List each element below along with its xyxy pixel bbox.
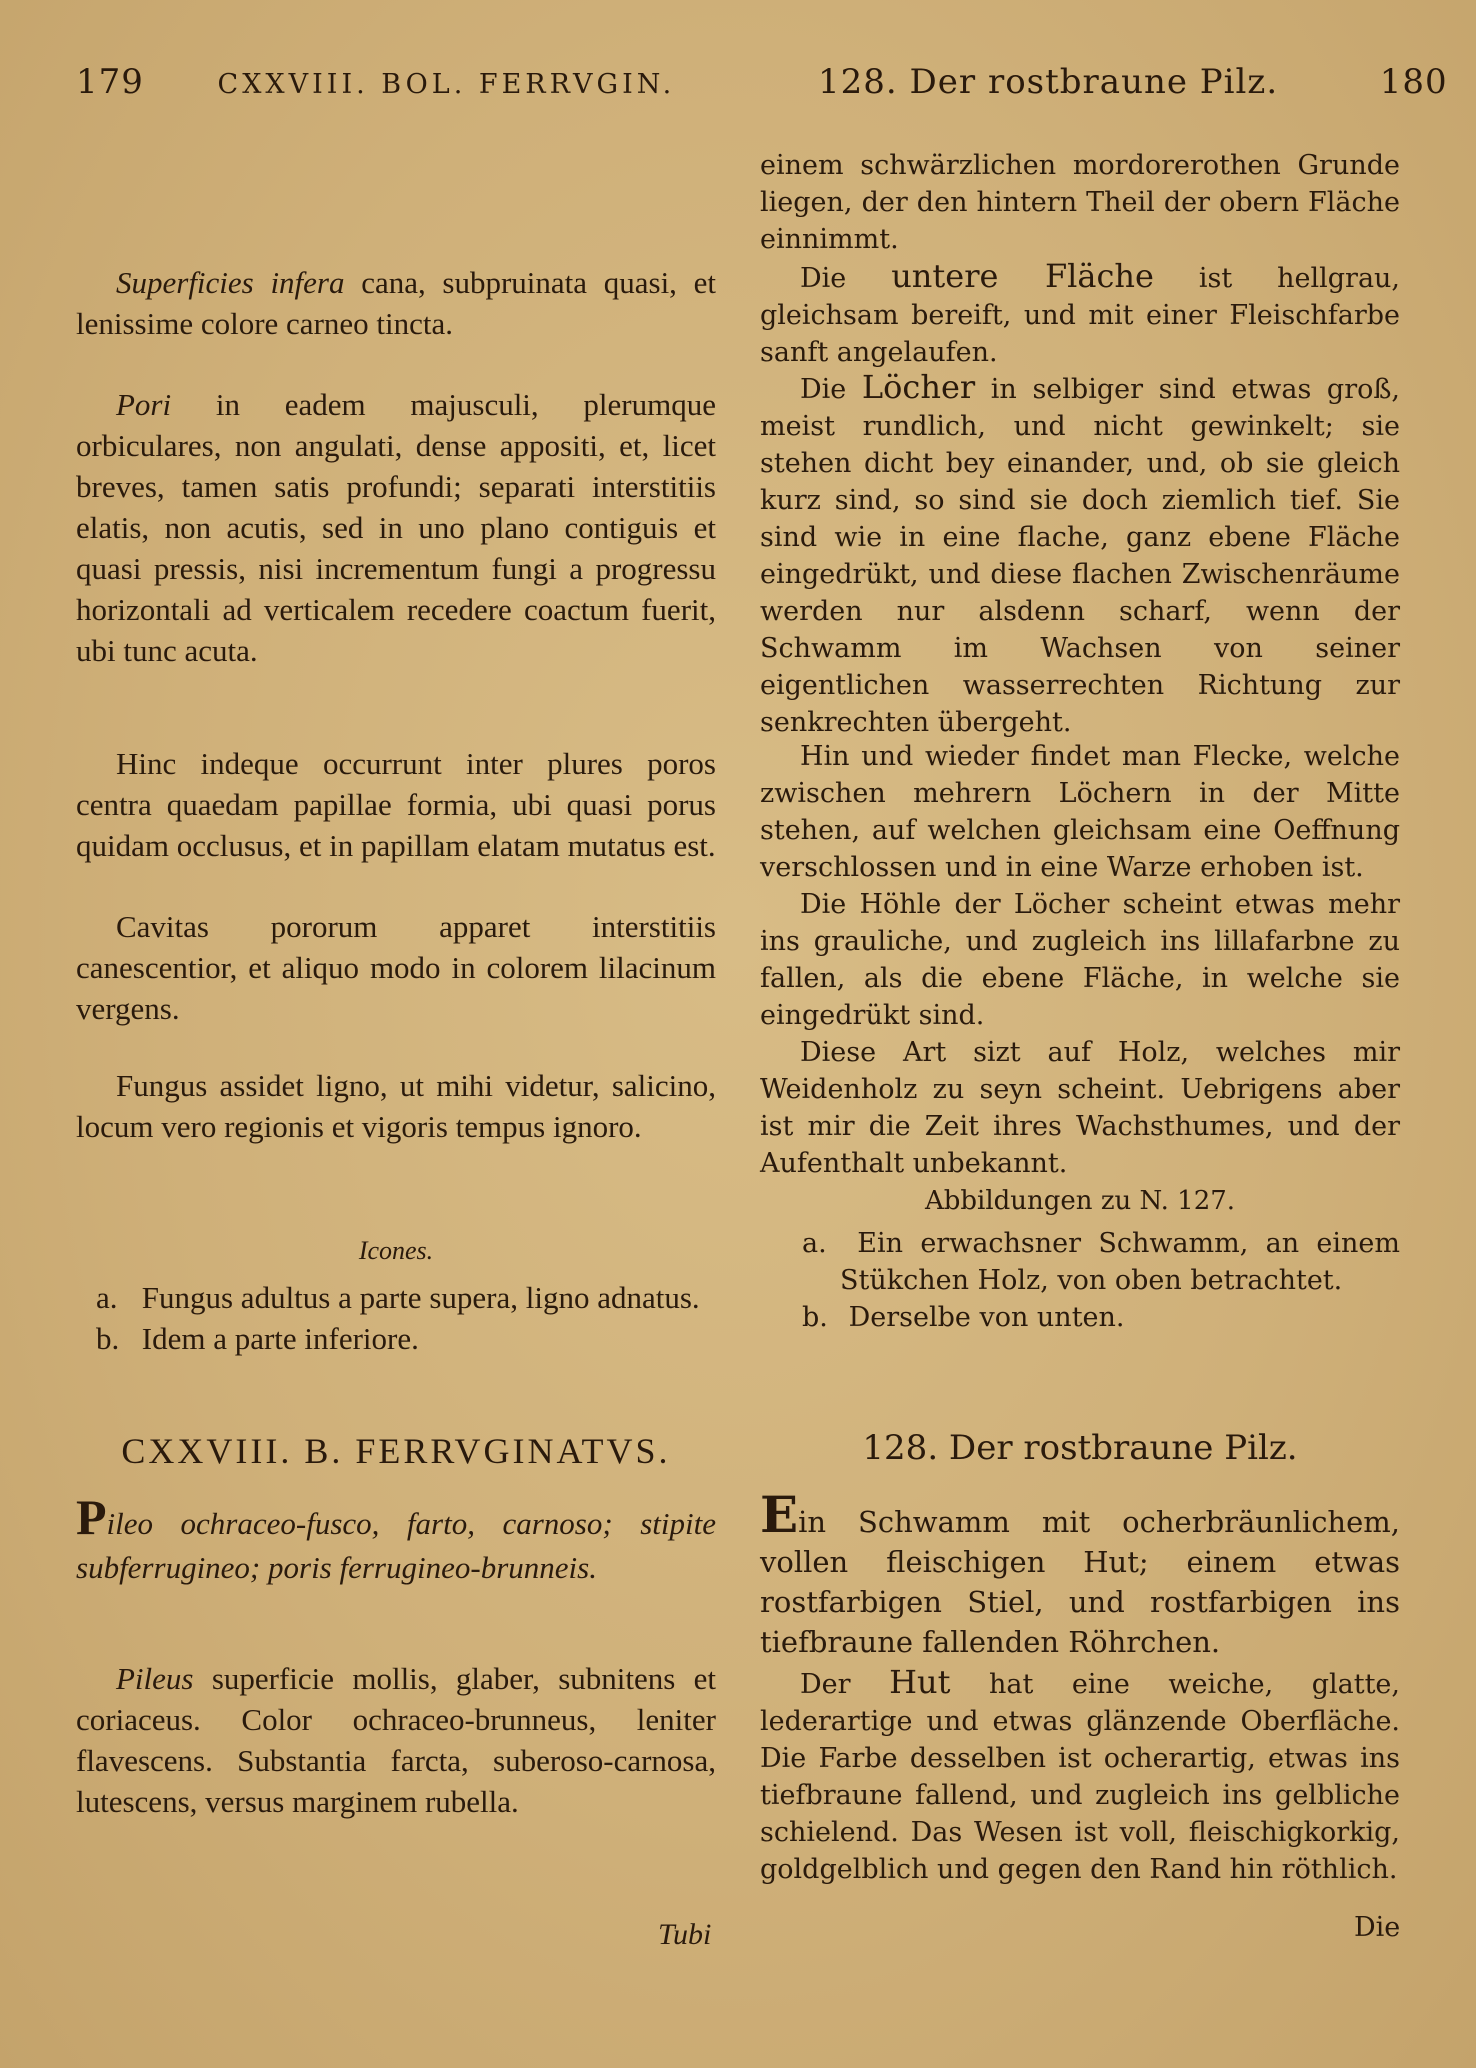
left-diagnosis: Pileo ochraceo-fusco, farto, carnoso; stipite subferrugineo; poris ferrugineo-brunneis.: [76, 1489, 716, 1585]
term-hut: Hut: [889, 1663, 951, 1701]
icones-item-b: b. Idem a parte inferiore.: [96, 1321, 419, 1356]
left-page-number: 179: [76, 62, 144, 102]
abbildungen-item-a: a. Ein erwachsner Schwamm, an einem Stükchen Holz, von oben betrachtet.: [802, 1228, 1400, 1296]
right-page-number: 180: [1379, 62, 1448, 102]
catchword-right: Die: [1354, 1912, 1401, 1943]
left-paragraph-papillae: Hinc indeque occurrunt inter plures poros centra quaedam papillae formia, ubi quasi porus quidam occlusus, et in papillam elatam mutatus est.: [76, 746, 716, 863]
icones-list: [76, 1277, 716, 1359]
left-paragraph-pileus: Pileus superficie mollis, glaber, subnitens et coriaceus. Color ochraceo-brunneus, leniter flavescens. Substantia farcta, suberoso-carnosa, lutescens, versus marginem rubella.: [76, 1661, 716, 1819]
term-superficies: Superficies infera: [116, 265, 345, 300]
left-page-header: [76, 62, 675, 102]
icones-title: Icones.: [358, 1236, 434, 1265]
left-section-heading: CXXVIII. B. FERRVGINATVS.: [121, 1431, 671, 1471]
left-paragraph-fungus: Fungus assidet ligno, ut mihi videtur, salicino, locum vero regionis et vigoris tempus ignoro.: [76, 1068, 716, 1144]
catchword: Tubi: [658, 1918, 712, 1951]
term-untere-flaeche: untere Fläche: [891, 257, 1154, 295]
right-page-header: [818, 62, 1448, 102]
right-paragraph-hoehle: Die Höhle der Löcher scheint etwas mehr ins grauliche, und zugleich ins lillafarbne zu fallen, als die ebene Fläche, in welche sie eingedrükt sind.: [760, 889, 1400, 1031]
term-pileus: Pileus: [116, 1661, 194, 1696]
drop-initial-e: E: [760, 1485, 799, 1544]
right-paragraph-holz: Diese Art sizt auf Holz, welches mir Weidenholz zu seyn scheint. Uebrigens aber ist mir die Zeit ihres Wachsthumes, und der Aufenthalt unbekannt.: [760, 1037, 1400, 1179]
drop-initial: P: [76, 1489, 107, 1545]
right-running-title: 128. Der rostbraune Pilz.: [818, 62, 1279, 102]
term-pori: Pori: [116, 387, 172, 422]
right-paragraph-flecke: Hin und wieder findet man Flecke, welche zwischen mehrern Löchern in der Mitte stehen, auf welchen gleichsam eine Oeffnung verschlossen und in eine Warze erhoben ist.: [760, 741, 1400, 883]
left-paragraph-pori: Pori in eadem majusculi, plerumque orbiculares, non angulati, dense appositi, et, licet breves, tamen satis profundi; separati interstitiis elatis, non acutis, sed in uno plano contiguis et quasi pressis, nisi incrementum fungi a progressu horizontali ad verticalem recedere coactum fuerit, ubi tunc acuta.: [76, 387, 716, 668]
right-paragraph-untere-flaeche: Die untere Fläche ist hellgrau, gleichsam bereift, und mit einer Fleischfarbe sanft angelaufen.: [760, 257, 1401, 368]
left-paragraph-cavitas: Cavitas pororum apparet interstitiis canescentior, et aliquo modo in colorem lilacinum vergens.: [76, 909, 716, 1026]
right-paragraph-loecher: Die Löcher in selbiger sind etwas groß, meist rundlich, und nicht gewinkelt; sie stehen dicht bey einander, und, ob sie gleich kurz sind, so sind sie doch ziemlich tief. Sie sind wie in eine flache, ganz ebene Fläche eingedrükt, und diese flachen Zwischenräume werden nur alsdenn scharf, wenn der Schwamm im Wachsen von seiner eigentlichen wasserrechten Richtung zur senkrechten übergeht.: [760, 368, 1400, 738]
right-section-heading: 128. Der rostbraune Pilz.: [862, 1428, 1298, 1468]
abbildungen-list: [760, 1225, 1400, 1336]
left-running-title: CXXVIII. BOL. FERRVGIN.: [217, 69, 676, 100]
term-loecher: Löcher: [861, 368, 976, 406]
abbildungen-title: Abbildungen zu N. 127.: [924, 1186, 1236, 1216]
right-paragraph-hut: Der Hut hat eine weiche, glatte, lederartige und etwas glänzende Oberfläche. Die Farbe desselben ist ocherartig, etwas ins tiefbraune fallend, und zugleich ins gelbliche schielend. Das Wesen ist voll, fleischigkorkig, goldgelblich und gegen den Rand hin röthlich.: [760, 1663, 1400, 1885]
abbildungen-item-b: b. Derselbe von unten.: [802, 1302, 1125, 1333]
right-diagnosis: Ein Schwamm mit ocherbräunlichem, vollen fleischigen Hut; einem etwas rostfarbigen Stiel, und rostfarbigen ins tiefbraune fallenden Röhrchen.: [760, 1485, 1400, 1659]
right-paragraph-continued: einem schwärzlichen mordorerothen Grunde liegen, der den hintern Theil der obern Fläche einnimmt.: [760, 150, 1400, 255]
icones-item-a: a. Fungus adultus a parte supera, ligno adnatus.: [96, 1280, 700, 1315]
left-paragraph-superficies: Superficies infera cana, subpruinata quasi, et lenissime colore carneo tincta.: [76, 265, 717, 341]
